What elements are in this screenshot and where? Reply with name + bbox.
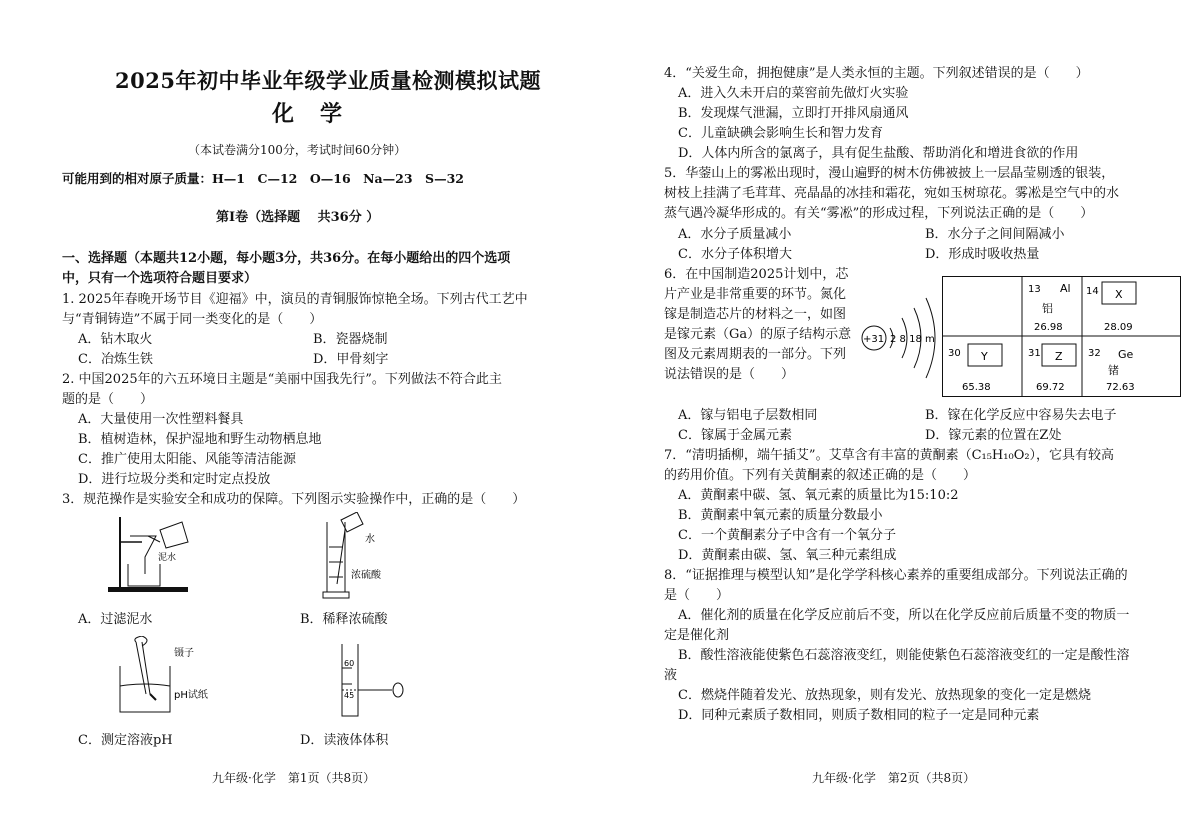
question-8-option-a-line1: A．催化剂的质量在化学反应前后不变，所以在化学反应前后质量不变的物质一	[678, 608, 1130, 623]
question-8-option-c: C．燃烧伴随着发光、放热现象，则有发光、放热现象的变化一定是燃烧	[678, 688, 1091, 703]
question-5-stem-line1: 5．华蓥山上的雾凇出现时，漫山遍野的树木仿佛被披上一层晶莹剔透的银装，	[664, 166, 1115, 181]
element-ge-name: 锗	[1108, 364, 1119, 377]
atom-structure-diagram	[858, 288, 948, 388]
element-ge-mass: 72.63	[1106, 382, 1135, 393]
element-y-mass: 65.38	[962, 382, 991, 393]
question-5-option-d: D．形成时吸收热量	[925, 247, 1040, 262]
question-6-option-a: A．镓与铝电子层数相同	[678, 408, 818, 423]
question-7-option-d: D．黄酮素由碳、氢、氧三种元素组成	[678, 548, 897, 563]
atomic-mass-line: 可能用到的相对原子质量：H—1 C—12 O—16 Na—23 S—32	[62, 171, 464, 186]
question-6-stem-line1: 6．在中国制造2025计划中，芯	[664, 267, 849, 282]
element-x-symbol: X	[1115, 288, 1123, 301]
page-2	[600, 0, 1200, 820]
question-3-option-d: D．读液体体积	[300, 733, 389, 748]
question-7-option-a: A．黄酮素中碳、氢、氧元素的质量比为15:10:2	[678, 488, 959, 503]
question-8-stem-line2: 是（ ）	[664, 588, 730, 603]
section-title: 第Ⅰ卷（选择题 共36分 ）	[216, 210, 380, 225]
question-8-stem-line1: 8．“证据推理与模型认知”是化学学科核心素养的重要组成部分。下列说法正确的	[664, 568, 1128, 583]
question-3-stem: 3．规范操作是实验安全和成功的保障。下列图示实验操作中，正确的是（ ）	[62, 492, 526, 507]
question-7-stem-line1: 7．“清明插柳，端午插艾”。艾草含有丰富的黄酮素（C₁₅H₁₀O₂），它具有较高	[664, 448, 1115, 463]
question-1-option-a: A．钻木取火	[78, 332, 153, 347]
ph-test-figure	[112, 636, 222, 718]
element-y-symbol: Y	[981, 350, 988, 363]
question-7-stem-line2: 的药用价值。下列有关黄酮素的叙述正确的是（ ）	[664, 468, 977, 483]
question-3-option-c: C．测定溶液pH	[78, 733, 173, 748]
element-z-symbol: Z	[1055, 350, 1063, 363]
element-z-mass: 69.72	[1036, 382, 1065, 393]
question-4-stem: 4．“关爱生命，拥抱健康”是人类永恒的主题。下列叙述错误的是（ ）	[664, 66, 1089, 81]
filtration-figure	[100, 512, 200, 594]
question-5-stem-line2: 树枝上挂满了毛茸茸、亮晶晶的冰挂和霜花，宛如玉树琼花。雾凇是空气中的水	[664, 186, 1120, 201]
question-6-stem-line2: 片产业是非常重要的环节。氮化	[664, 287, 847, 302]
eye-icon	[393, 683, 403, 697]
element-ge-symbol: Ge	[1118, 348, 1134, 361]
question-4-option-c: C．儿童缺碘会影响生长和智力发育	[678, 126, 883, 141]
question-6-option-d: D．镓元素的位置在Z处	[925, 428, 1062, 443]
element-ge-number: 32	[1088, 348, 1101, 359]
question-8-option-b-line2: 液	[664, 668, 678, 683]
element-al-mass: 26.98	[1034, 322, 1063, 333]
question-7-option-b: B．黄酮素中氧元素的质量分数最小	[678, 508, 883, 523]
periodic-table-fragment	[942, 276, 1182, 398]
question-5-option-a: A．水分子质量减小	[678, 227, 792, 242]
question-2-option-b: B．植树造林，保护湿地和野生动物栖息地	[78, 432, 322, 447]
question-2-option-c: C．推广使用太阳能、风能等清洁能源	[78, 452, 296, 467]
question-1-option-c: C．冶炼生铁	[78, 352, 153, 367]
nucleus-charge: +31	[863, 334, 885, 345]
element-al-name: 铝	[1042, 302, 1053, 315]
question-3-option-a: A．过滤泥水	[78, 612, 153, 627]
element-z-number: 31	[1028, 348, 1041, 359]
tick-45-label: 45	[344, 691, 355, 700]
question-8-option-a-line2: 定是催化剂	[664, 628, 730, 643]
exam-note: （本试卷满分100分，考试时间60分钟）	[188, 143, 407, 157]
question-6-stem-line6: 说法错误的是（ ）	[664, 367, 795, 382]
question-6-stem-line4: 是镓元素（Ga）的原子结构示意	[664, 327, 852, 342]
question-6-option-c: C．镓属于金属元素	[678, 428, 792, 443]
element-al-symbol: Al	[1060, 282, 1071, 295]
element-x-mass: 28.09	[1104, 322, 1133, 333]
question-6-stem-line5: 图及元素周期表的一部分。下列	[664, 347, 847, 362]
question-1-option-d: D．甲骨刻字	[313, 352, 389, 367]
exam-title: 2025年初中毕业年级学业质量检测模拟试题	[115, 68, 541, 93]
element-y-number: 30	[948, 348, 961, 359]
question-1-stem-line1: 1. 2025年春晚开场节目《迎福》中，演员的青铜服饰惊艳全场。下列古代工艺中	[62, 292, 528, 307]
tweezers-label: 镊子	[174, 648, 194, 659]
question-6-stem-line3: 镓是制造芯片的材料之一，如图	[664, 307, 847, 322]
question-8-option-d: D．同种元素质子数相同，则质子数相同的粒子一定是同种元素	[678, 708, 1040, 723]
question-2-option-a: A．大量使用一次性塑料餐具	[78, 412, 244, 427]
footer-page-1: 九年级·化学 第1页（共8页）	[212, 771, 376, 785]
element-x-number: 14	[1086, 286, 1099, 297]
question-1-stem-line2: 与“青铜铸造”不属于同一类变化的是（ ）	[62, 312, 323, 327]
question-4-option-a: A．进入久未开启的菜窖前先做灯火实验	[678, 86, 909, 101]
conc-acid-label: 浓硫酸	[351, 570, 381, 581]
question-3-option-b: B．稀释浓硫酸	[300, 612, 388, 627]
subject-title: 化学	[272, 101, 369, 127]
question-8-option-b-line1: B．酸性溶液能使紫色石蕊溶液变红，则能使紫色石蕊溶液变红的一定是酸性溶	[678, 648, 1130, 663]
ph-paper-label: pH试纸	[174, 690, 208, 701]
water-label: 水	[365, 534, 375, 545]
mud-water-label: 泥水	[158, 553, 177, 563]
question-6-option-b: B．镓在化学反应中容易失去电子	[925, 408, 1117, 423]
question-2-option-d: D．进行垃圾分类和定时定点投放	[78, 472, 271, 487]
question-5-stem-line3: 蒸气遇冷凝华形成的。有关“雾凇”的形成过程，下列说法正确的是（ ）	[664, 206, 1094, 221]
question-7-option-c: C．一个黄酮素分子中含有一个氧分子	[678, 528, 896, 543]
electron-shells: 2 8 18 m	[890, 334, 935, 345]
tick-60-label: 60	[344, 659, 355, 668]
dilute-acid-figure	[315, 512, 425, 604]
question-5-option-b: B．水分子之间间隔减小	[925, 227, 1065, 242]
question-4-option-b: B．发现煤气泄漏，立即打开排风扇通风	[678, 106, 909, 121]
question-1-option-b: B．瓷器烧制	[313, 332, 388, 347]
question-5-option-c: C．水分子体积增大	[678, 247, 792, 262]
question-4-option-d: D．人体内所含的氯离子，具有促生盐酸、帮助消化和增进食欲的作用	[678, 146, 1079, 161]
part-instruction-line2: 中，只有一个选项符合题目要求）	[62, 271, 258, 286]
part-instruction-line1: 一、选择题（本题共12小题，每小题3分，共36分。在每小题给出的四个选项	[62, 251, 511, 266]
question-2-stem-line2: 题的是（ ）	[62, 392, 154, 407]
footer-page-2: 九年级·化学 第2页（共8页）	[812, 771, 976, 785]
element-al-number: 13	[1028, 284, 1041, 295]
question-2-stem-line1: 2. 中国2025年的六五环境日主题是“美丽中国我先行”。下列做法不符合此主	[62, 372, 502, 387]
cylinder-reading-figure	[332, 640, 412, 720]
